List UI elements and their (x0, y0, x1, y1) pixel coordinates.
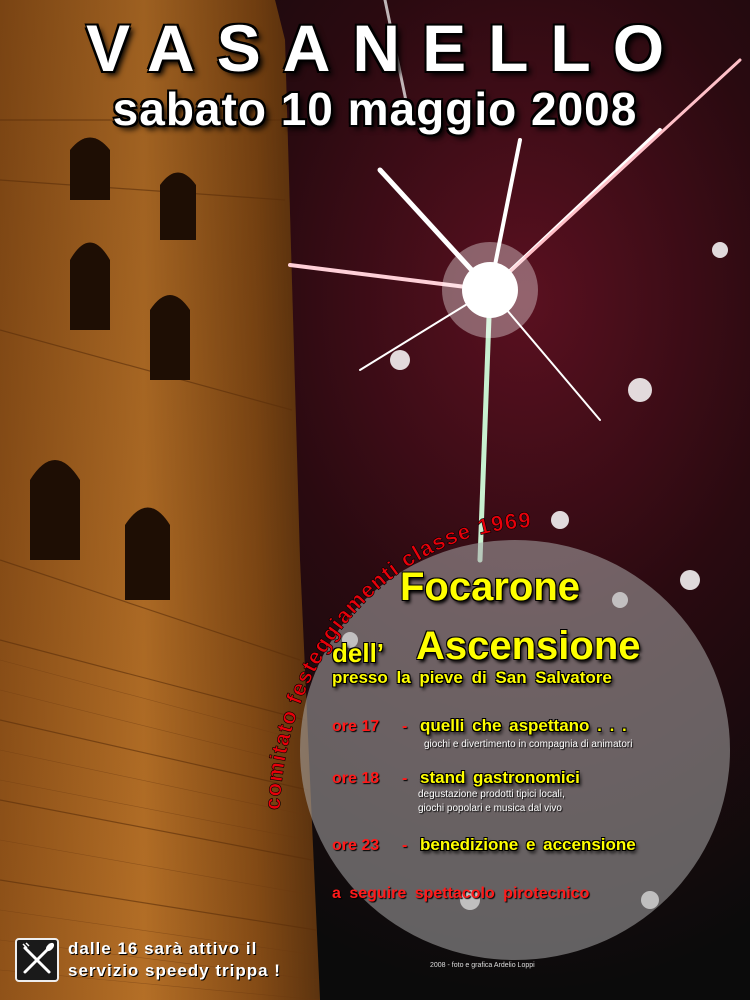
schedule-detail-2b: giochi popolari e musica dal vivo (418, 803, 562, 814)
event-name-line2: Ascensione (416, 624, 641, 668)
schedule-time-2: ore 18 (332, 770, 380, 787)
schedule-detail-1a: giochi e divertimento in compagnia di animatori (424, 739, 633, 750)
photo-credit: 2008 - foto e grafica Ardelio Loppi (430, 962, 535, 969)
schedule-detail-2a: degustazione prodotti tipici locali, (418, 789, 565, 800)
schedule-title-2: stand gastronomici (420, 768, 580, 787)
schedule-title-3: benedizione e accensione (420, 835, 636, 854)
footer-line2: servizio speedy trippa ! (68, 961, 281, 980)
footer-line1: dalle 16 sarà attivo il (68, 939, 258, 958)
schedule-time-3: ore 23 (332, 837, 380, 854)
committee-arc-text: comitato festeggiamenti classe 1969 (259, 507, 533, 811)
schedule-sep-1: - (402, 718, 408, 735)
event-date: sabato 10 maggio 2008 (112, 83, 638, 135)
event-name-prefix: dell’ (332, 638, 385, 668)
event-location: presso la pieve di San Salvatore (332, 668, 612, 687)
town-title: VASANELLO (85, 11, 687, 85)
schedule-title-1: quelli che aspettano . . . (420, 716, 627, 735)
event-name-line1: Focarone (400, 565, 581, 609)
schedule-time-1: ore 17 (332, 718, 380, 735)
closing-line: a seguire spettacolo pirotecnico (332, 885, 590, 902)
schedule-sep-2: - (402, 770, 408, 787)
schedule-sep-3: - (402, 837, 408, 854)
fork-knife-icon (15, 938, 59, 982)
